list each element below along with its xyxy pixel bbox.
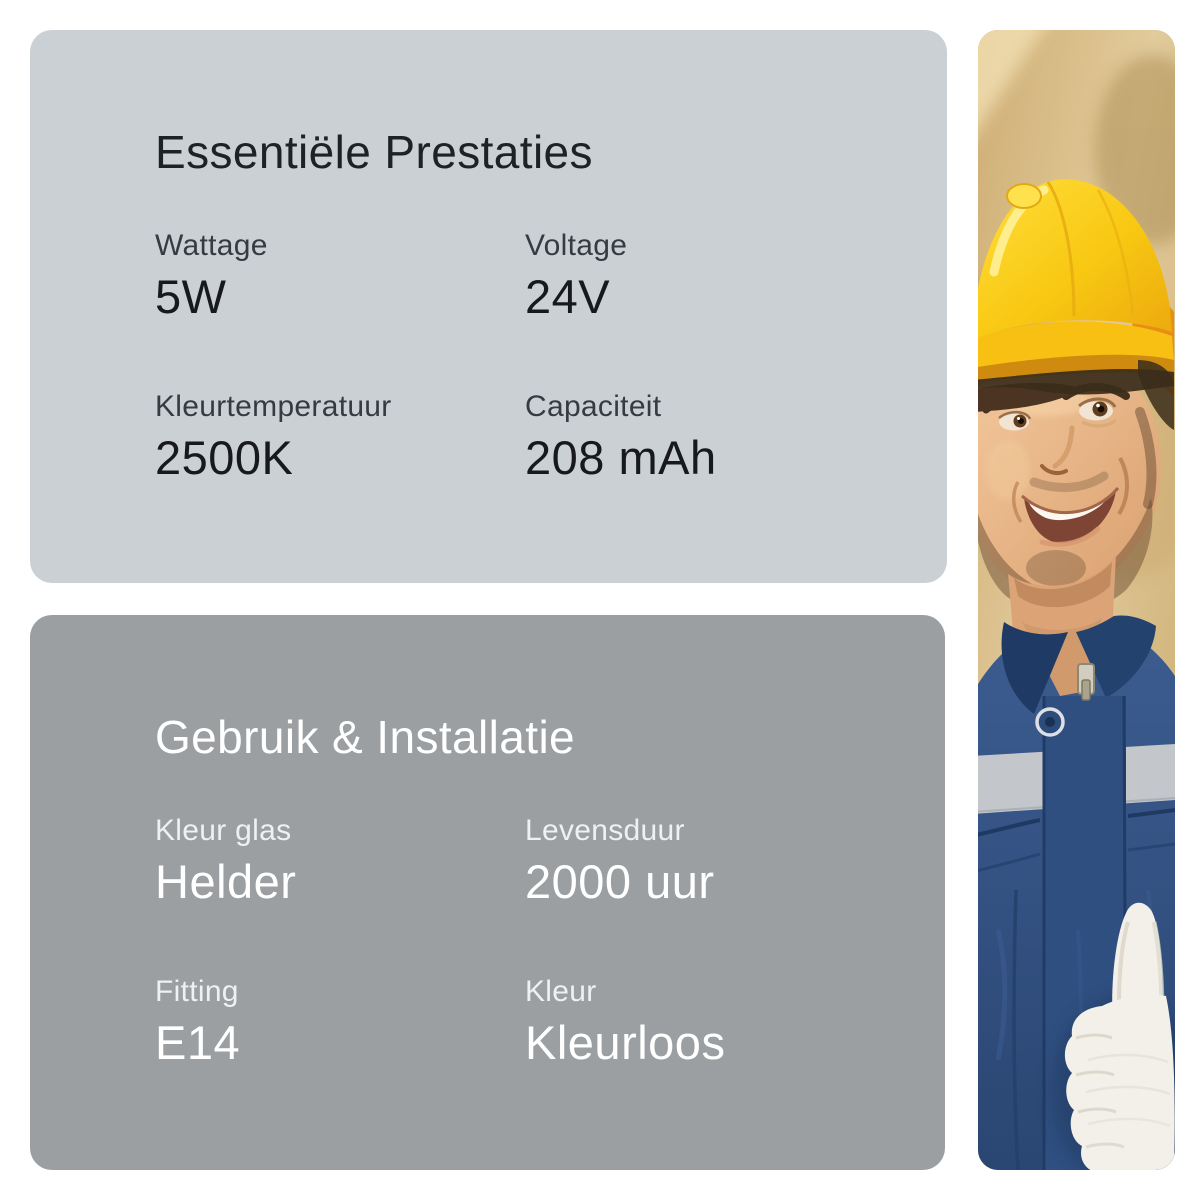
spec-value: 2000 uur	[525, 855, 715, 908]
spec-grid	[155, 813, 895, 1069]
spec-item-color-temperature	[155, 389, 525, 484]
spec-label: Capaciteit	[525, 390, 662, 423]
spec-value: 2500K	[155, 431, 294, 484]
spec-label: Kleur	[525, 975, 597, 1008]
spec-grid	[155, 228, 897, 484]
panel-essential-performance	[30, 30, 947, 583]
spec-value: 24V	[525, 270, 611, 323]
spec-value: Kleurloos	[525, 1016, 726, 1069]
spec-item-fitting	[155, 974, 525, 1069]
spec-label: Voltage	[525, 229, 628, 262]
spec-label: Kleur glas	[155, 814, 292, 847]
panel-title: Gebruik & Installatie	[155, 711, 576, 763]
spec-item-glass-color	[155, 813, 525, 908]
spec-value: 208 mAh	[525, 431, 717, 484]
spec-label: Fitting	[155, 975, 239, 1008]
spec-value: Helder	[155, 855, 297, 908]
spec-item-wattage	[155, 228, 525, 323]
spec-item-color	[525, 974, 895, 1069]
spec-value: 5W	[155, 270, 227, 323]
spec-item-voltage	[525, 228, 897, 323]
spec-value: E14	[155, 1016, 241, 1069]
spec-item-lifespan	[525, 813, 895, 908]
spec-label: Levensduur	[525, 814, 685, 847]
panel-title: Essentiële Prestaties	[155, 126, 593, 178]
spec-item-capacity	[525, 389, 897, 484]
worker-photo	[978, 30, 1175, 1170]
spec-label: Wattage	[155, 229, 268, 262]
spec-label: Kleurtemperatuur	[155, 390, 392, 423]
worker-photo-illustration	[978, 30, 1175, 1170]
panel-usage-installation	[30, 615, 945, 1170]
